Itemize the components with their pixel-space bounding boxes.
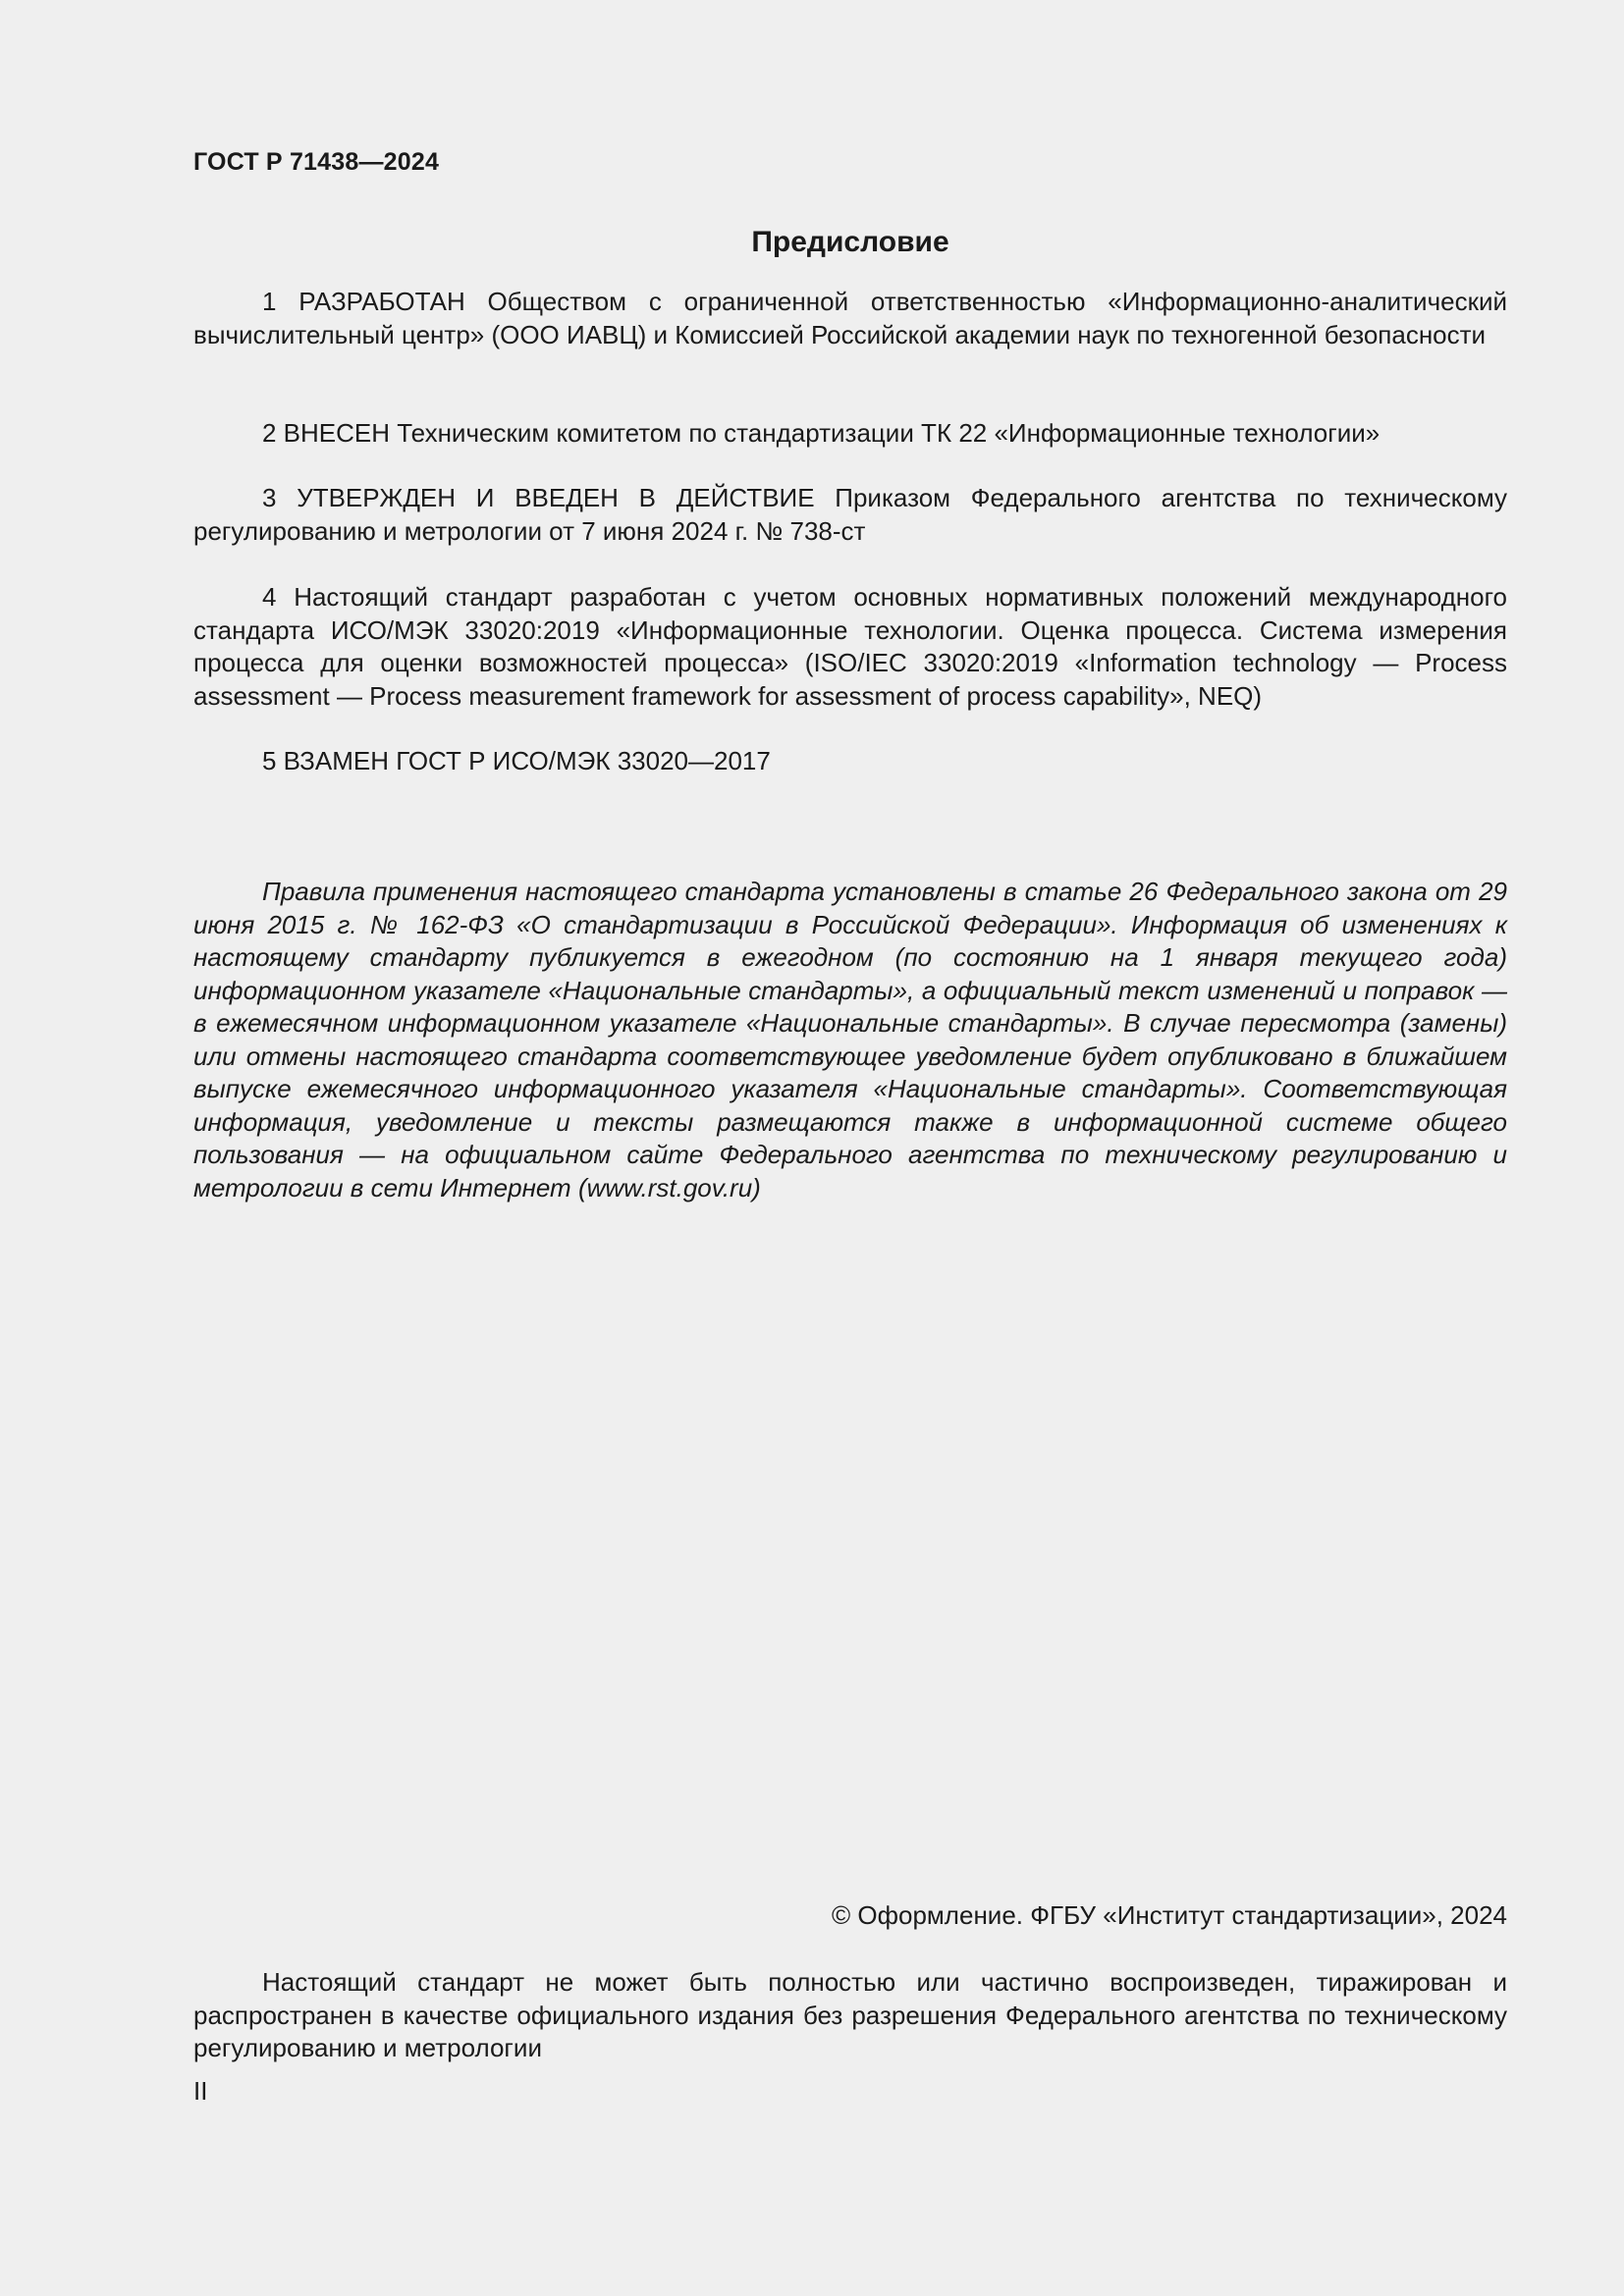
- preface-item-1: 1 РАЗРАБОТАН Обществом с ограниченной ответственностью «Информационно-аналитический вычислительный центр» (ООО ИАВЦ) и Комиссией Российской академии наук по техногенной безопасности: [193, 287, 1507, 349]
- preface-item-2: 2 ВНЕСЕН Техническим комитетом по стандартизации ТК 22 «Информационные технологии»: [262, 418, 1380, 448]
- preface-item-4: 4 Настоящий стандарт разработан с учетом основных нормативных положений международного стандарта ИСО/МЭК 33020:2019 «Информационные технологии. Оценка процесса. Система измерения процесса для оценки возможностей процесса» (ISO/IEC 33020:2019 «Information technology — Process assessment — Process measurement framework for assessment of process capability», NEQ): [193, 582, 1507, 711]
- reproduction-notice: Настоящий стандарт не может быть полностью или частично воспроизведен, тиражирован и распространен в качестве официального издания без разрешения Федерального агентства по техническому регулированию и метрологии: [193, 1967, 1507, 2062]
- document-number: ГОСТ Р 71438—2024: [193, 148, 440, 176]
- preface-item-3: 3 УТВЕРЖДЕН И ВВЕДЕН В ДЕЙСТВИЕ Приказом Федерального агентства по техническому регулированию и метрологии от 7 июня 2024 г. № 738-ст: [193, 483, 1507, 546]
- preface-item-5: 5 ВЗАМЕН ГОСТ Р ИСО/МЭК 33020—2017: [262, 746, 771, 775]
- rules-note: Правила применения настоящего стандарта установлены в статье 26 Федерального закона от 29 июня 2015 г. № 162-ФЗ «О стандартизации в Российской Федерации». Информация об изменениях к настоящему стандарту публикуется в ежегодном (по состоянию на 1 января текущего года) информационном указателе «Национальные стандарты», а официальный текст изменений и поправок — в ежемесячном информационном указателе «Национальные стандарты». В случае пересмотра (замены) или отмены настоящего стандарта соответствующее уведомление будет опубликовано в ближайшем выпуске ежемесячного информационного указателя «Национальные стандарты». Соответствующая информация, уведомление и тексты размещаются также в информационной системе общего пользования — на официальном сайте Федерального агентства по техническому регулированию и метрологии в сети Интернет (www.rst.gov.ru): [193, 877, 1507, 1202]
- preface-title: Предисловие: [751, 226, 949, 258]
- copyright-notice: © Оформление. ФГБУ «Институт стандартизации», 2024: [832, 1900, 1507, 1930]
- page-number: II: [193, 2076, 208, 2106]
